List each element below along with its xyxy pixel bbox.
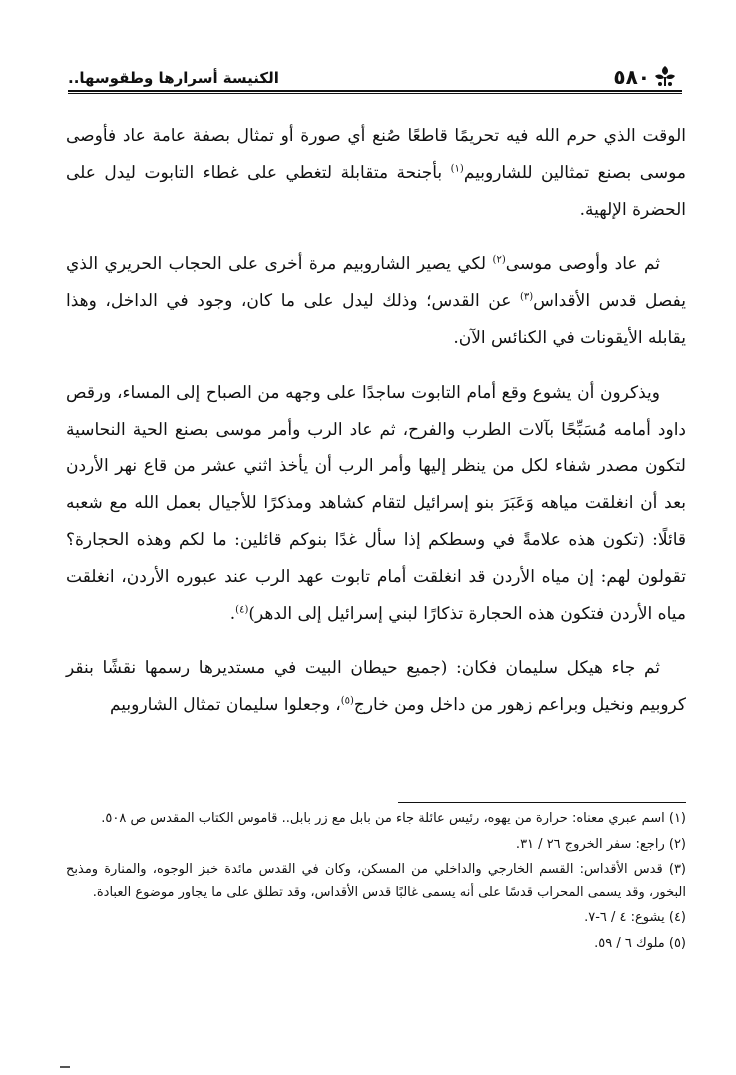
paragraph [66, 246, 686, 356]
page-number-group [613, 64, 678, 88]
paragraph-text: ثم جاء هيكل سليمان فكان: (جميع حيطان البيت في مستديرها رسمها نقشًا بنقر كروبيم ونخيل وبراعم زهور من داخل ومن خارج [66, 658, 686, 716]
paragraph-text: بأجنحة متقابلة لتغطي على غطاء التابوت ليدل على الحضرة الإلهية. [66, 162, 686, 220]
page-header [68, 58, 678, 88]
paragraph-text: الوقت الذي حرم الله فيه تحريمًا قاطعًا صُنع أي صورة أو تمثال بصفة عامة عاد فأوصى موسى بصنع تمثالين للشاروبيم [66, 126, 687, 183]
paragraph-text: ويذكرون أن يشوع وقع أمام التابوت ساجدًا على وجهه من الصباح إلى المساء، ورقص داود أمامه مُسَبِّحًا بآلات الطرب والفرح، ثم عاد الرب وأمر موسى بصنع الحية النحاسية لتكون مصدر شفاء لكل من ينظر إليها وأمر الرب أن يأخذ اثني عشر من قاع نهر الأردن بعد أن انغلقت مياهه وَعَبَرَ بنو إسرائيل لتقام كشاهد ومذكرًا للأجيال بعمل الله مع شعبه قائلًا: (تكون هذه علامةً في وسطكم إذا سأل غدًا بنوكم قائلين: ما لكم وهذه الحجارة؟ تقولون لهم: إن مياه الأردن قد انغلقت أمام تابوت عهد الرب عند عبوره الأردن، انغلقت مياه الأردن فتكون هذه الحجارة تذكارًا لبني إسرائيل إلى الدهر) [66, 382, 686, 624]
paragraph-text: ، وجعلوا سليمان تمثال الشاروبيم [109, 695, 341, 716]
header-rule [68, 90, 682, 94]
paragraph [66, 650, 686, 724]
footnote-ref: (٤) [235, 603, 249, 615]
scan-mark [60, 1066, 70, 1068]
running-title: الكنيسة أسرارها وطقوسها.. [68, 69, 279, 87]
main-text [66, 118, 686, 742]
footnote: (٣) قدس الأقداس: القسم الخارجي والداخلي من المسكن، وكان في القدس مائدة خبز الوجوه، والمنارة ومذبح البخور، وقد يسمى المحراب قدسًا على أنه يسمى غالبًا قدس الأقداس، وقد تطلق على ما يجاور موضوع العبادة. [66, 862, 686, 900]
paragraph [66, 375, 686, 633]
footnote: (٥) ملوك ٦ / ٥٩. [594, 935, 686, 951]
paragraph-text: ثم عاد وأوصى موسى [505, 254, 660, 275]
paragraph [66, 118, 686, 228]
footnotes [66, 808, 686, 958]
footnote-ref: (٥) [340, 695, 354, 707]
floral-ornament-icon [652, 64, 678, 88]
footnote-ref: (٢) [492, 254, 506, 266]
footnote-separator [398, 802, 686, 803]
footnote-ref: (٣) [519, 291, 534, 303]
paragraph-text: عن القدس؛ وذلك ليدل على ما كان، وجود في الداخل، وهذا يقابله الأيقونات في الكنائس الآن. [66, 291, 686, 348]
footnote-ref: (١) [450, 163, 464, 175]
footnote: (١) اسم عبري معناه: حرارة من يهوه، رئيس عائلة جاء من بابل مع زر بابل.. قاموس الكتاب المقدس ص ٥٠٨. [101, 811, 686, 826]
footnote: (٤) يشوع: ٤ / ٦-٧. [584, 910, 686, 925]
footnote: (٢) راجع: سفر الخروج ٢٦ / ٣١. [515, 836, 686, 852]
paragraph-text: . [229, 603, 236, 624]
paragraph-text: لكي يصير الشاروبيم مرة أخرى على الحجاب الحريري الذي يفصل قدس الأقداس [66, 254, 686, 312]
page-number: ٥٨٠ [613, 65, 650, 89]
